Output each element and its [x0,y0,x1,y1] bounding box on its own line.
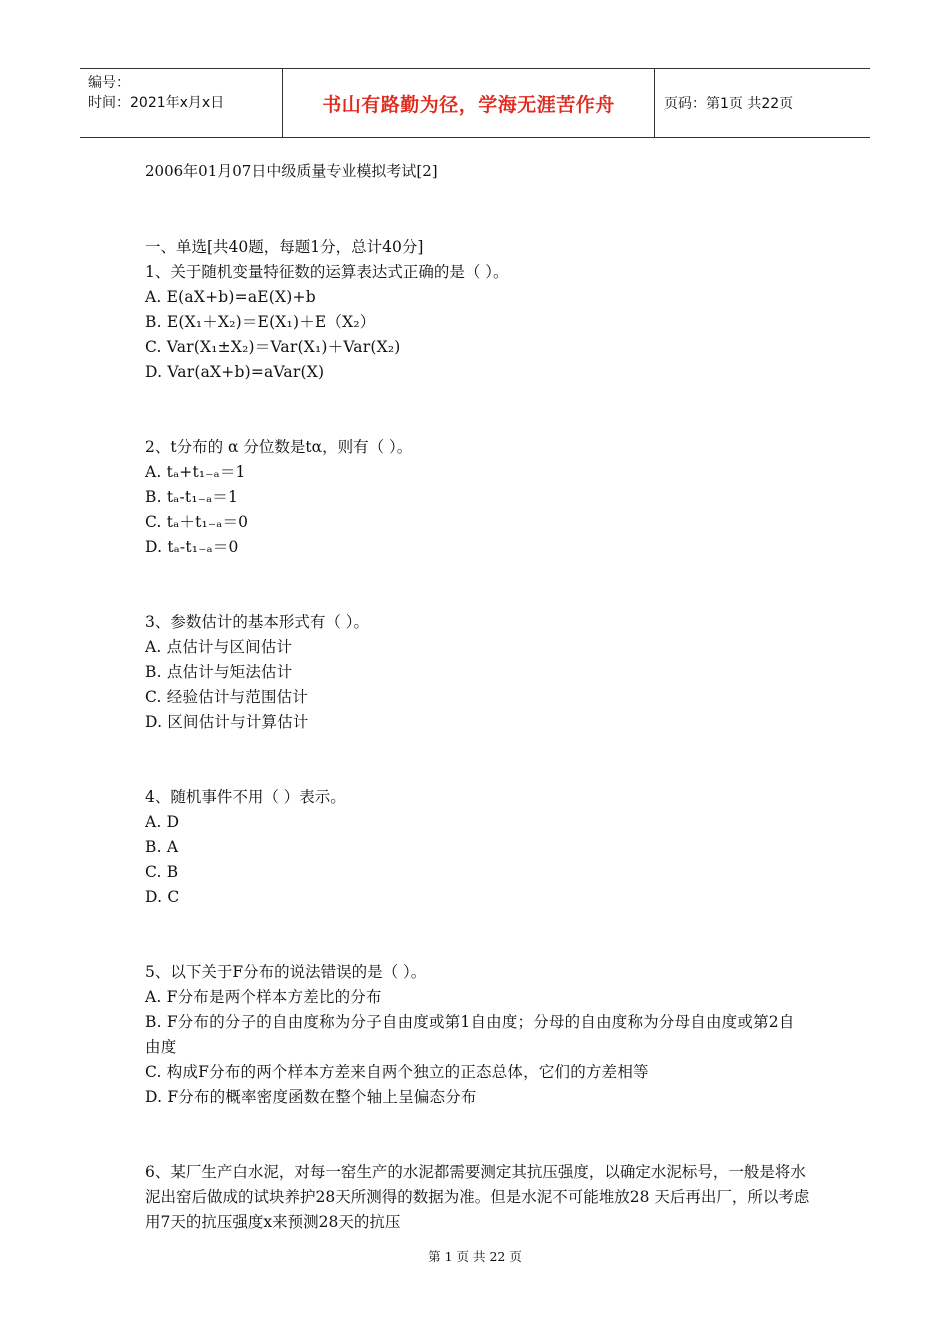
option-c: C. B [145,863,179,881]
header-meta [88,73,278,113]
question-stem: 4、随机事件不用（ ）表示。 [145,788,346,806]
question-stem: 5、以下关于F分布的说法错误的是（ ）。 [145,963,427,981]
header-page-info: 页码：第1页 共22页 [664,96,794,112]
question-5 [145,960,810,1110]
question-stem: 3、参数估计的基本形式有（ ）。 [145,613,370,631]
document-title: 2006年01月07日中级质量专业模拟考试[2] [145,162,438,180]
option-b: B. tₐ-t₁₋ₐ＝1 [145,488,239,506]
option-d: D. C [145,888,180,906]
option-c: C. 经验估计与范围估计 [145,688,309,706]
option-a: A. D [145,813,180,831]
question-4 [145,785,810,910]
question-stem: 2、t分布的 α 分位数是tα，则有（ ）。 [145,438,413,456]
question-6 [145,1160,810,1235]
option-b: B. F分布的分子的自由度称为分子自由度或第1自由度；分母的自由度称为分母自由度或第2自由度 [145,1013,795,1056]
option-c: C. Var(X₁±X₂)＝Var(X₁)＋Var(X₂) [145,338,401,356]
option-b: B. E(X₁＋X₂)＝E(X₁)＋E（X₂） [145,313,376,331]
option-c: C. tₐ＋t₁₋ₐ＝0 [145,513,249,531]
header-motto: 书山有路勤为径，学海无涯苦作舟 [282,69,655,137]
question-stem: 1、关于随机变量特征数的运算表达式正确的是（ ）。 [145,263,509,281]
document-header [80,68,870,138]
option-a: A. 点估计与区间估计 [145,638,293,656]
option-d: D. F分布的概率密度函数在整个轴上呈偏态分布 [145,1088,477,1106]
header-time-label: 时间：2021年x月x日 [88,95,225,111]
option-d: D. Var(aX+b)=aVar(X) [145,363,325,381]
page-footer: 第 1 页 共 22 页 [428,1249,522,1264]
option-b: B. 点估计与矩法估计 [145,663,293,681]
option-d: D. tₐ-t₁₋ₐ＝0 [145,538,239,556]
option-a: A. tₐ+t₁₋ₐ＝1 [145,463,246,481]
question-stem: 6、某厂生产白水泥，对每一窑生产的水泥都需要测定其抗压强度，以确定水泥标号，一般是将水泥出窑后做成的试块养护28天所测得的数据为准。但是水泥不可能堆放28 天后再出厂，所以考虑用7天的抗压强度x来预测28天的抗压 [145,1163,810,1231]
option-a: A. F分布是两个样本方差比的分布 [145,988,382,1006]
question-3 [145,610,810,735]
section-heading: 一、单选[共40题，每题1分，总计40分] [145,238,424,256]
option-d: D. 区间估计与计算估计 [145,713,309,731]
question-2 [145,435,810,560]
option-c: C. 构成F分布的两个样本方差来自两个独立的正态总体，它们的方差相等 [145,1063,649,1081]
option-a: A. E(aX+b)=aE(X)+b [145,288,316,306]
option-b: B. A [145,838,179,856]
document-body [145,235,810,1285]
header-number-label: 编号： [88,75,130,91]
question-1 [145,260,810,385]
